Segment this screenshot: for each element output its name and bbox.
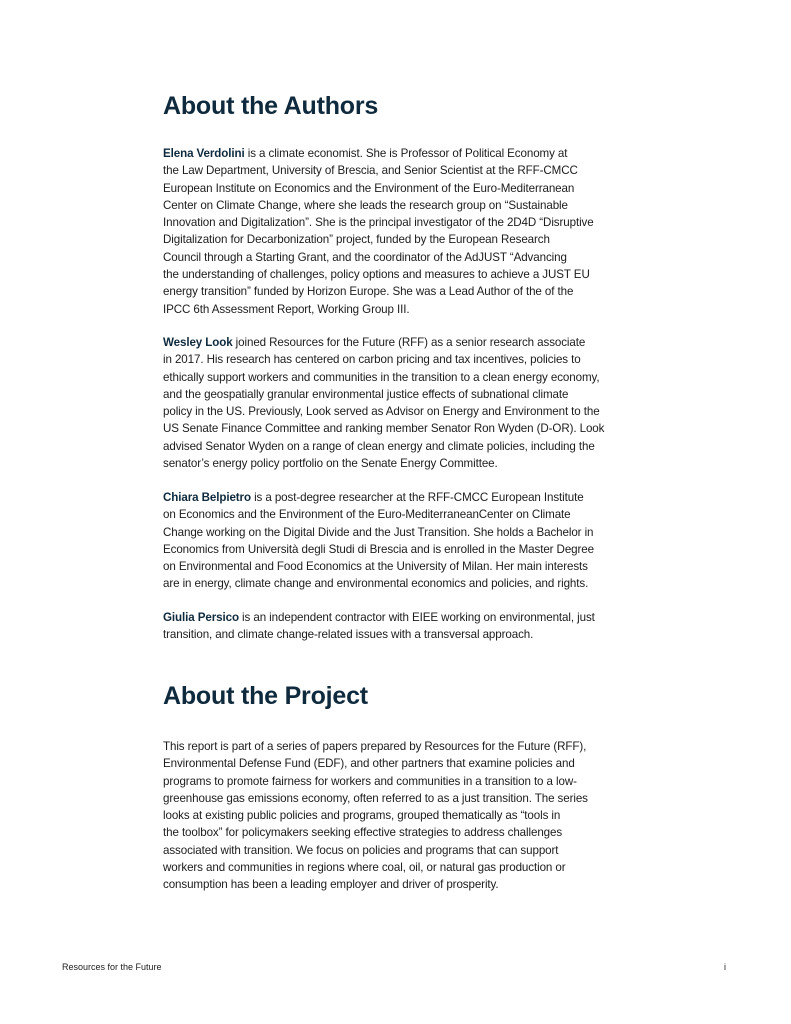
bio-text: is an independent contractor with EIEE working on environmental, just xyxy=(238,611,595,624)
bio-line: ethically support workers and communities in the transition to a clean energy economy, xyxy=(163,370,600,384)
footer-publisher: Resources for the Future xyxy=(62,962,162,972)
bio-line: US Senate Finance Committee and ranking member Senator Ron Wyden (D-OR). Look xyxy=(163,422,605,436)
bio-line: Change working on the Digital Divide and the Just Transition. She holds a Bachelor in xyxy=(163,525,594,539)
bio-line: Economics from Università degli Studi di Brescia and is enrolled in the Master Degree xyxy=(163,542,594,556)
bio-line: the understanding of challenges, policy options and measures to achieve a JUST EU xyxy=(163,268,590,282)
author-bio-persico xyxy=(163,609,631,644)
project-line: greenhouse gas emissions economy, often referred to as a just transition. The series xyxy=(163,791,588,805)
footer-page-number: i xyxy=(724,962,726,972)
project-line: looks at existing public policies and programs, grouped thematically as “tools in xyxy=(163,809,561,823)
bio-line xyxy=(163,609,631,626)
bio-line: Innovation and Digitalization”. She is the principal investigator of the 2D4D “Disruptive xyxy=(163,216,594,230)
bio-line: senator’s energy policy portfolio on the Senate Energy Committee. xyxy=(163,457,498,471)
author-bio-belpietro xyxy=(163,489,631,593)
author-name: Giulia Persico xyxy=(163,611,239,624)
bio-line: Center on Climate Change, where she leads the research group on “Sustainable xyxy=(163,198,568,212)
bio-line: are in energy, climate change and environmental economics and policies, and rights. xyxy=(163,577,589,591)
bio-line xyxy=(163,145,631,162)
bio-text: is a post-degree researcher at the RFF-CMCC European Institute xyxy=(250,491,584,504)
bio-text: joined Resources for the Future (RFF) as a senior research associate xyxy=(232,336,586,349)
project-description xyxy=(163,738,631,894)
bio-line: IPCC 6th Assessment Report, Working Group III. xyxy=(163,302,410,316)
authors-section-title: About the Authors xyxy=(163,92,379,120)
bio-line: transition, and climate change-related issues with a transversal approach. xyxy=(163,628,534,642)
project-line: associated with transition. We focus on policies and programs that can support xyxy=(163,843,559,857)
author-name: Chiara Belpietro xyxy=(163,491,251,504)
bio-line xyxy=(163,489,631,506)
bio-line: in 2017. His research has centered on carbon pricing and tax incentives, policies to xyxy=(163,353,581,367)
bio-line: and the geospatially granular environmental justice effects of subnational climate xyxy=(163,387,569,401)
project-line: This report is part of a series of papers prepared by Resources for the Future (RFF), xyxy=(163,740,587,753)
bio-line: policy in the US. Previously, Look served as Advisor on Energy and Environment to the xyxy=(163,405,600,419)
project-section-title: About the Project xyxy=(163,682,368,710)
author-bio-verdolini xyxy=(163,145,631,318)
bio-line: Council through a Starting Grant, and the coordinator of the AdJUST “Advancing xyxy=(163,250,567,264)
project-line: consumption has been a leading employer and driver of prosperity. xyxy=(163,878,499,892)
project-line: workers and communities in regions where coal, oil, or natural gas production or xyxy=(163,861,566,875)
bio-line xyxy=(163,334,631,351)
bio-line: on Environmental and Food Economics at the University of Milan. Her main interests xyxy=(163,560,588,574)
project-line: the toolbox” for policymakers seeking effective strategies to address challenges xyxy=(163,826,563,840)
bio-text: is a climate economist. She is Professor of Political Economy at xyxy=(244,147,568,160)
bio-line: European Institute on Economics and the Environment of the Euro-Mediterranean xyxy=(163,181,575,195)
bio-line: on Economics and the Environment of the Euro-MediterraneanCenter on Climate xyxy=(163,508,571,522)
project-line: Environmental Defense Fund (EDF), and other partners that examine policies and xyxy=(163,757,575,771)
bio-line: advised Senator Wyden on a range of clean energy and climate policies, including the xyxy=(163,439,595,453)
project-line: programs to promote fairness for workers and communities in a transition to a low- xyxy=(163,774,577,788)
bio-line: the Law Department, University of Brescia, and Senior Scientist at the RFF-CMCC xyxy=(163,164,578,178)
bio-line: Digitalization for Decarbonization” project, funded by the European Research xyxy=(163,233,550,247)
author-name: Elena Verdolini xyxy=(163,147,245,160)
author-bio-look xyxy=(163,334,631,472)
author-name: Wesley Look xyxy=(163,336,233,349)
bio-line: energy transition” funded by Horizon Europe. She was a Lead Author of the of the xyxy=(163,285,574,299)
